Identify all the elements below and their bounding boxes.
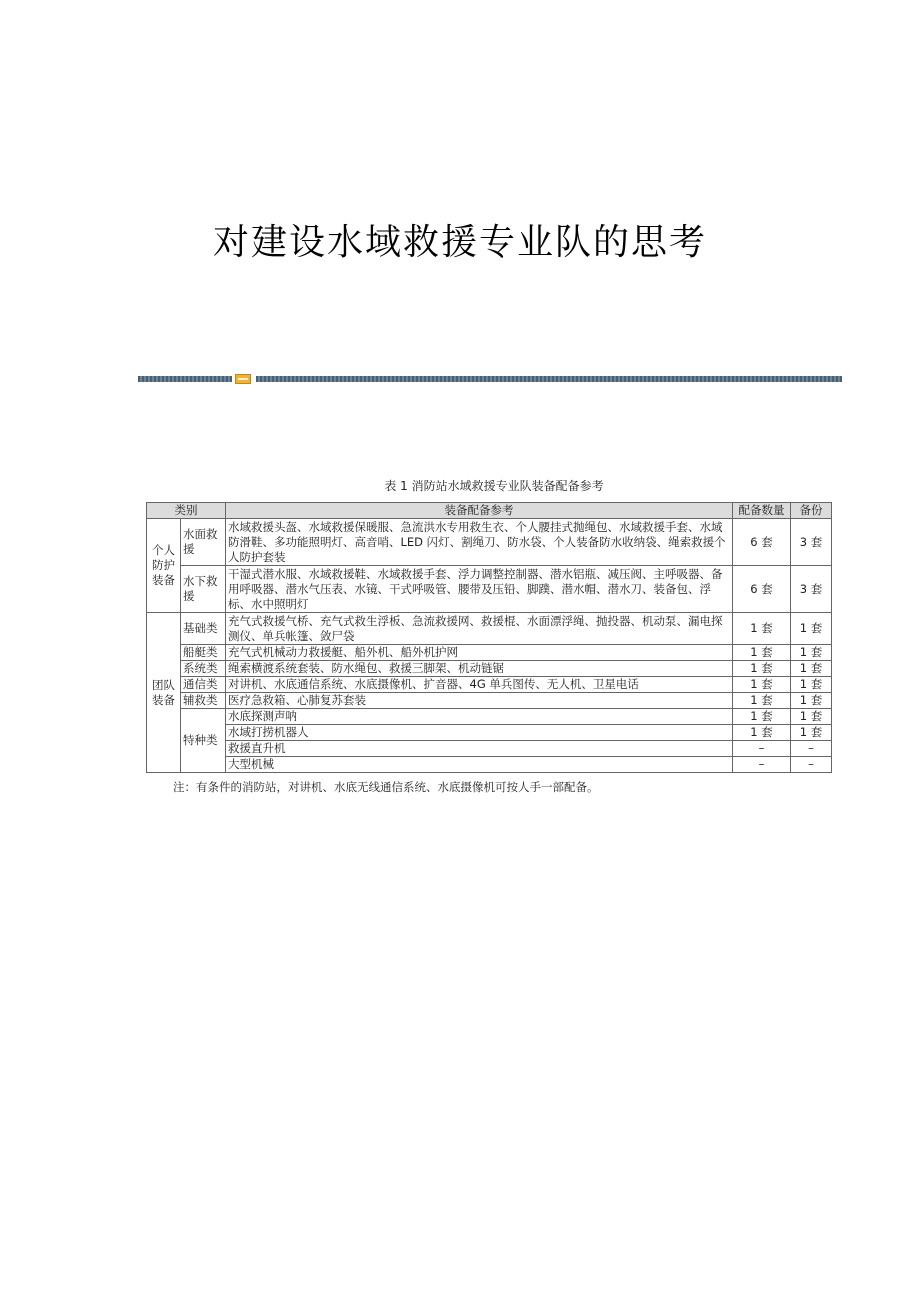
equipment-cell: 绳索横渡系统套装、防水绳包、救援三脚架、机动链锯 [226, 661, 733, 677]
equipment-cell: 救援直升机 [226, 741, 733, 757]
category-team: 团队装备 [147, 613, 181, 773]
equipment-cell: 大型机械 [226, 757, 733, 773]
table-row [147, 725, 832, 741]
spare-cell: 1 套 [791, 645, 832, 661]
table-row [147, 741, 832, 757]
spare-cell: – [791, 757, 832, 773]
quantity-cell: – [733, 741, 791, 757]
subcategory-cell: 系统类 [181, 661, 226, 677]
divider-bar-left [138, 376, 232, 382]
equipment-cell: 水底探测声呐 [226, 709, 733, 725]
quantity-cell: 6 套 [733, 566, 791, 613]
equipment-cell: 充气式救援气桥、充气式救生浮板、急流救援网、救援棍、水面漂浮绳、抛投器、机动泵、漏电探测仪、单兵帐篷、敛尸袋 [226, 613, 733, 645]
table-row [147, 693, 832, 709]
header-equipment: 装备配备参考 [226, 503, 733, 519]
equipment-cell: 干湿式潜水服、水域救援鞋、水域救援手套、浮力调整控制器、潜水铝瓶、减压阀、主呼吸器、备用呼吸器、潜水气压表、水镜、干式呼吸管、腰带及压铅、脚蹼、潜水帽、潜水刀、装备包、浮标、水中照明灯 [226, 566, 733, 613]
subcategory-cell: 水下救援 [181, 566, 226, 613]
equipment-table [146, 502, 832, 773]
equipment-cell: 充气式机械动力救援艇、船外机、船外机护网 [226, 645, 733, 661]
header-category: 类别 [147, 503, 226, 519]
subcategory-cell: 水面救援 [181, 519, 226, 566]
spare-cell: 1 套 [791, 661, 832, 677]
category-personal: 个人防护装备 [147, 519, 181, 613]
subcategory-cell: 辅救类 [181, 693, 226, 709]
subcategory-cell: 船艇类 [181, 645, 226, 661]
spare-cell: 3 套 [791, 519, 832, 566]
equipment-cell: 水域打捞机器人 [226, 725, 733, 741]
quantity-cell: 1 套 [733, 677, 791, 693]
table-row [147, 709, 832, 725]
table-row [147, 519, 832, 566]
table-row [147, 757, 832, 773]
spare-cell: 1 套 [791, 677, 832, 693]
equipment-cell: 医疗急救箱、心肺复苏套装 [226, 693, 733, 709]
spare-cell: 1 套 [791, 693, 832, 709]
quantity-cell: 1 套 [733, 709, 791, 725]
header-spare: 备份 [791, 503, 832, 519]
table-caption: 表 1 消防站水域救援专业队装备配备参考 [384, 479, 604, 493]
table-note: 注：有条件的消防站，对讲机、水底无线通信系统、水底摄像机可按人手一部配备。 [173, 780, 599, 794]
subcategory-cell: 基础类 [181, 613, 226, 645]
table-row [147, 566, 832, 613]
table-row [147, 677, 832, 693]
equipment-cell: 水域救援头盔、水域救援保暖服、急流洪水专用救生衣、个人腰挂式抛绳包、水域救援手套、水域防滑鞋、多功能照明灯、高音哨、LED 闪灯、割绳刀、防水袋、个人装备防水收纳袋、绳索救援个人防护套装 [226, 519, 733, 566]
quantity-cell: 1 套 [733, 661, 791, 677]
table-row [147, 661, 832, 677]
table-row [147, 613, 832, 645]
quantity-cell: 1 套 [733, 725, 791, 741]
section-divider [138, 374, 842, 384]
quantity-cell: – [733, 757, 791, 773]
equipment-cell: 对讲机、水底通信系统、水底摄像机、扩音器、4G 单兵图传、无人机、卫星电话 [226, 677, 733, 693]
table-header-row [147, 503, 832, 519]
document-title: 对建设水域救援专业队的思考 [212, 222, 707, 263]
subcategory-cell: 特种类 [181, 709, 226, 773]
envelope-icon [235, 374, 251, 384]
subcategory-cell: 通信类 [181, 677, 226, 693]
header-quantity: 配备数量 [733, 503, 791, 519]
spare-cell: – [791, 741, 832, 757]
divider-bar-right [256, 376, 842, 382]
quantity-cell: 1 套 [733, 693, 791, 709]
quantity-cell: 1 套 [733, 613, 791, 645]
quantity-cell: 6 套 [733, 519, 791, 566]
spare-cell: 3 套 [791, 566, 832, 613]
spare-cell: 1 套 [791, 709, 832, 725]
spare-cell: 1 套 [791, 725, 832, 741]
spare-cell: 1 套 [791, 613, 832, 645]
quantity-cell: 1 套 [733, 645, 791, 661]
table-row [147, 645, 832, 661]
